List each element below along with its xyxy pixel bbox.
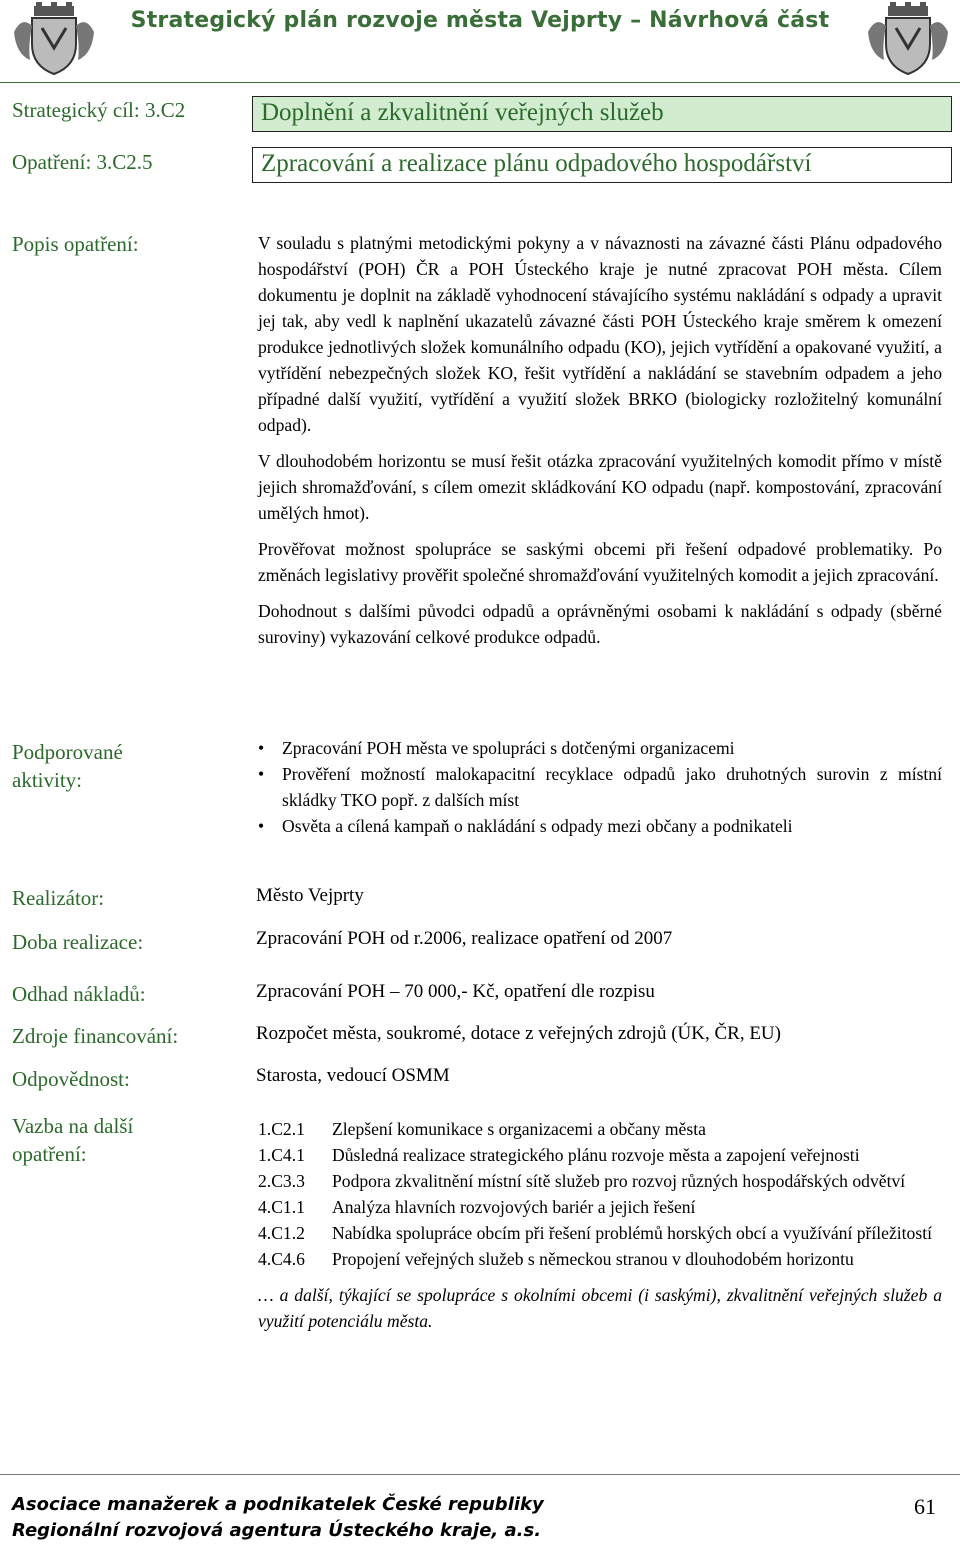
bullet-icon: • [258, 764, 265, 784]
related-note: … a další, týkající se spolupráce s okolními obcemi (i saskými), zkvalitnění veřejných služeb a využití potenciálu města. [258, 1285, 942, 1331]
activity-item [258, 761, 942, 813]
related-item [258, 1220, 942, 1246]
related-text: Zlepšení komunikace s organizacemi a občany města [332, 1119, 706, 1139]
measure-label: Opatření: 3.C2.5 [12, 150, 153, 174]
bullet-icon: • [258, 816, 265, 836]
related-code: 2.C3.3 [258, 1171, 305, 1191]
related-text: Důsledná realizace strategického plánu rozvoje města a zapojení veřejnosti [332, 1145, 860, 1165]
coat-of-arms-icon [8, 2, 100, 76]
measure-title: Zpracování a realizace plánu odpadového hospodářství [261, 150, 812, 177]
activities-list [258, 735, 942, 839]
activity-item [258, 813, 942, 839]
costs-label: Odhad nákladů: [12, 982, 146, 1006]
funding-label: Zdroje financování: [12, 1024, 179, 1048]
description-text [258, 230, 942, 660]
related-text: Podpora zkvalitnění místní sítě služeb pro rozvoj různých hospodářských odvětví [332, 1171, 906, 1191]
related-item [258, 1142, 942, 1168]
activity-text: Zpracování POH města ve spolupráci s dotčenými organizacemi [282, 738, 735, 758]
strategic-goal-box [252, 96, 952, 132]
activities-label [12, 738, 123, 794]
costs-value: Zpracování POH – 70 000,- Kč, opatření dle rozpisu [256, 981, 655, 1002]
related-code: 4.C1.2 [258, 1223, 305, 1243]
duration-label: Doba realizace: [12, 930, 144, 954]
activity-text: Prověření možností malokapacitní recyklace odpadů jako druhotných surovin z místní skládky TKO popř. z dalších míst [282, 764, 942, 810]
activity-item [258, 735, 942, 761]
related-code: 1.C2.1 [258, 1119, 305, 1139]
related-text: Analýza hlavních rozvojových bariér a jejich řešení [332, 1197, 696, 1217]
footer-divider [0, 1474, 960, 1475]
footer-organization-1: Asociace manažerek a podnikatelek České republiky [12, 1494, 544, 1515]
document-header-title: Strategický plán rozvoje města Vejprty – Návrhová část [130, 8, 830, 33]
related-code: 4.C1.1 [258, 1197, 305, 1217]
related-code: 4.C4.6 [258, 1249, 305, 1269]
implementer-value: Město Vejprty [256, 885, 364, 906]
bullet-icon: • [258, 738, 265, 758]
measure-box [252, 147, 952, 183]
footer-organization-2: Regionální rozvojová agentura Ústeckého kraje, a.s. [12, 1520, 542, 1541]
related-label-line: Vazba na další [12, 1114, 134, 1138]
responsibility-value: Starosta, vedoucí OSMM [256, 1065, 450, 1086]
funding-value: Rozpočet města, soukromé, dotace z veřejných zdrojů (ÚK, ČR, EU) [256, 1023, 781, 1044]
strategic-goal-title: Doplnění a zkvalitnění veřejných služeb [261, 99, 664, 126]
header-divider [0, 82, 960, 83]
duration-value: Zpracování POH od r.2006, realizace opatření od 2007 [256, 928, 673, 949]
implementer-label: Realizátor: [12, 886, 105, 910]
related-list [258, 1116, 942, 1334]
related-text: Propojení veřejných služeb s německou stranou v dlouhodobém horizontu [332, 1249, 854, 1269]
related-item [258, 1194, 942, 1220]
page-number: 61 [914, 1494, 936, 1519]
description-label: Popis opatření: [12, 232, 139, 256]
related-text: Nabídka spolupráce obcím při řešení problémů horských obcí a využívání příležitostí [332, 1223, 932, 1243]
description-paragraph: V dlouhodobém horizontu se musí řešit otázka zpracování využitelných komodit přímo v místě jejich shromažďování, s cílem omezit skládkování KO odpadu (např. kompostování, zpracování umělých hmot). [258, 451, 942, 523]
coat-of-arms-icon [862, 2, 954, 76]
related-item [258, 1168, 942, 1194]
related-label-line: opatření: [12, 1142, 87, 1166]
related-item [258, 1116, 942, 1142]
related-item [258, 1246, 942, 1272]
description-paragraph: V souladu s platnými metodickými pokyny a v návaznosti na závazné části Plánu odpadového hospodářství (POH) ČR a POH Ústeckého kraje je nutné zpracovat POH města. Cílem dokumentu je doplnit na základě vyhodnocení stávajícího systému nakládání s odpady a upravit jej tak, aby vedl k naplnění ukazatelů závazné části POH Ústeckého kraje směrem k omezení produkce jednotlivých složek komunálního odpadu (KO), jejich vytřídění a opakované využití, a vytřídění nebezpečných složek KO, řešit vytřídění a nakládání se stavebním odpadem a jeho případné další využití, vytřídění a využití složek BRKO (biologicky rozložitelný komunální odpad). [258, 233, 942, 435]
strategic-goal-label: Strategický cíl: 3.C2 [12, 98, 186, 122]
activities-label-line: aktivity: [12, 768, 82, 792]
description-paragraph: Dohodnout s dalšími původci odpadů a oprávněnými osobami k nakládání s odpady (sběrné suroviny) vykazování celkové produkce odpadů. [258, 601, 942, 647]
activities-label-line: Podporované [12, 740, 123, 764]
description-paragraph: Prověřovat možnost spolupráce se saskými obcemi při řešení odpadové problematiky. Po změnách legislativy prověřit společné shromažďování využitelných komodit a jejich zpracování. [258, 539, 942, 585]
related-code: 1.C4.1 [258, 1145, 305, 1165]
responsibility-label: Odpovědnost: [12, 1067, 130, 1091]
related-label [12, 1112, 133, 1168]
activity-text: Osvěta a cílená kampaň o nakládání s odpady mezi občany a podnikateli [282, 816, 793, 836]
